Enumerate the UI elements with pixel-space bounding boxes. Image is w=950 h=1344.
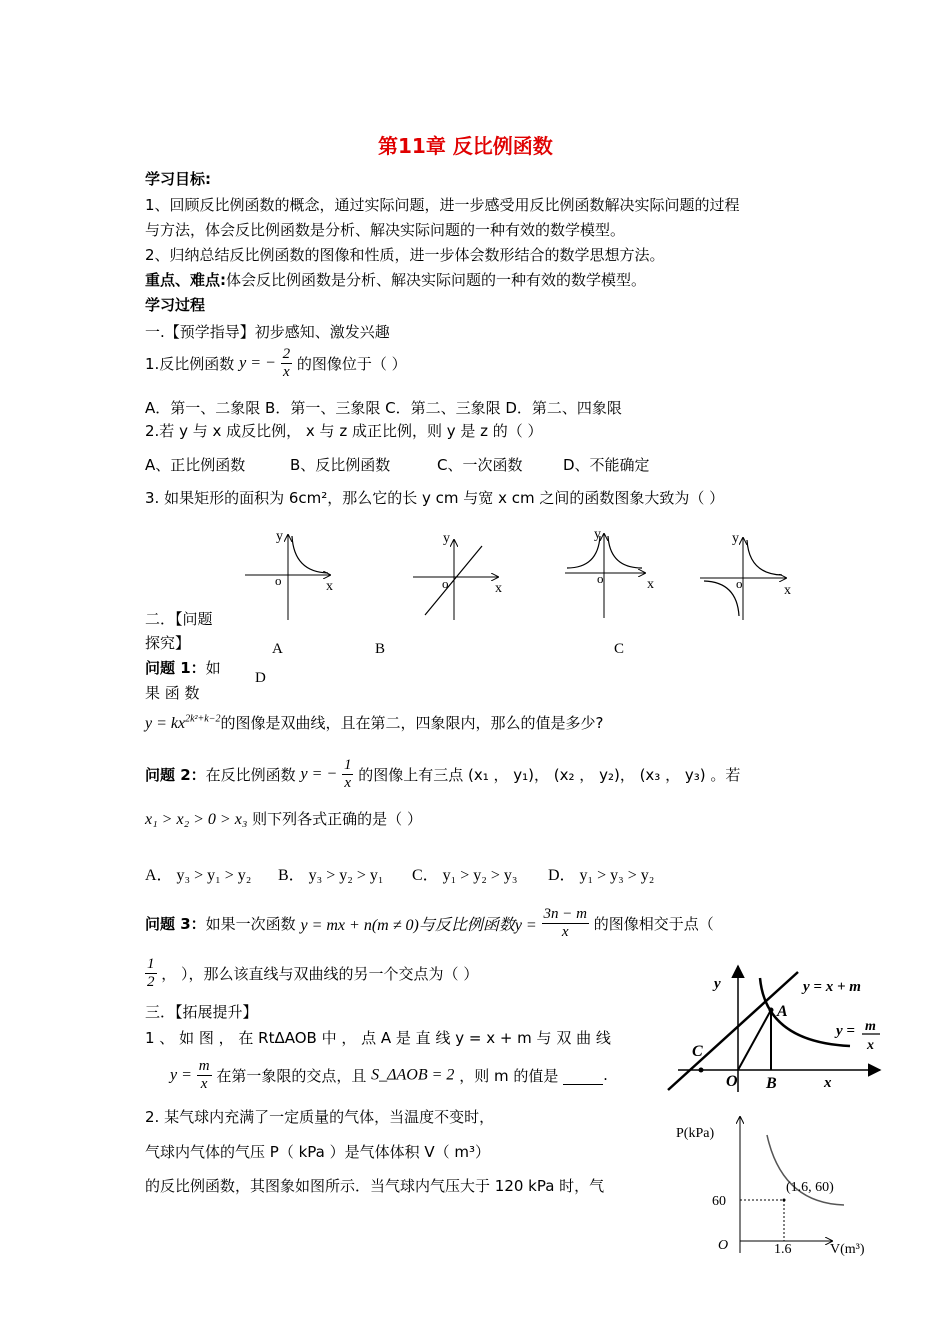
- problem-2-text-a: 在反比例函数: [205, 766, 296, 784]
- goal-2: 2、归纳总结反比例函数的图像和性质，进一步体会数形结合的数学思想方法。: [145, 246, 665, 264]
- p1-formula: $y = kx^{2k^2+k-2}$: [145, 713, 221, 732]
- p2-text-b: 则下列各式正确的是（ ）: [252, 810, 422, 828]
- fig1-a: A: [777, 1003, 788, 1020]
- question-3: 3. 如果矩形的面积为 6cm²，那么它的长 y cm 与宽 x cm 之间的函数图象大致为（ ）: [145, 489, 725, 507]
- fig1-o: O: [726, 1073, 738, 1090]
- figure-line-hyperbola: [658, 960, 888, 1095]
- extension-2-line-2: 气球内气体的气压 P（ kPa ）是气体体积 V（ m³）: [145, 1143, 491, 1161]
- p2-fraction: $\frac{1}{x}$: [343, 757, 352, 791]
- label-c: C: [614, 641, 625, 657]
- q3-graphs: [230, 520, 810, 620]
- q1-options: A．第一、二象限 B．第一、三象限 C．第二、三象限 D．第二、四象限: [145, 399, 622, 417]
- problem-3-text-a: 如果一次函数: [205, 915, 296, 933]
- problem-1-line-1: [145, 657, 221, 678]
- graph-c-y: y: [594, 527, 601, 542]
- key-label: 重点、难点:: [145, 271, 226, 289]
- q2-option-c: C、一次函数: [437, 456, 523, 474]
- graph-d-y: y: [732, 531, 739, 546]
- goal-1-line-2: 与方法，体会反比例函数是分析、解决实际问题的一种有效的数学模型。: [145, 221, 626, 239]
- section-2-line-2: 探究】: [145, 634, 191, 652]
- graph-a-y: y: [276, 529, 283, 544]
- q1-fraction: $\frac{2}{x}$: [282, 346, 291, 380]
- fig2-v-label: V(m³): [830, 1242, 865, 1257]
- p2-cond: x₁ > x₂ > 0 > x₃: [145, 811, 248, 828]
- fig1-x: x: [824, 1075, 832, 1091]
- fig2-60: 60: [712, 1194, 726, 1209]
- graph-a: [245, 529, 333, 620]
- fig1-curve-m: m: [865, 1019, 876, 1034]
- fig2-p-label: P(kPa): [676, 1126, 715, 1141]
- problem-3-line-1: [145, 906, 714, 941]
- fig2-o: O: [718, 1238, 729, 1253]
- problem-2-line-1: [145, 757, 740, 792]
- extension-2-line-3: 的反比例函数，其图象如图所示．当气球内气压大于 120 kPa 时，气: [145, 1177, 605, 1195]
- q2-option-b: B、反比例函数: [290, 456, 391, 474]
- p2-option-a: A． y₃ > y₁ > y₂: [145, 867, 252, 884]
- question-1: [145, 346, 407, 381]
- q2-option-a: A、正比例函数: [145, 456, 246, 474]
- question-2: 2.若 y 与 x 成反比例， x 与 z 成正比例，则 y 是 z 的（ ）: [145, 422, 543, 440]
- e1-text-a: 在第一象限的交点，且: [216, 1067, 367, 1085]
- e1-fraction: $\frac{m}{x}$: [198, 1058, 210, 1092]
- process-heading: 学习过程: [145, 296, 206, 314]
- p3-fraction: $\frac{3n - m}{x}$: [543, 906, 587, 940]
- fig2-16: 1.6: [774, 1242, 792, 1257]
- p3-text-d: ， ），那么该直线与双曲线的另一个交点为（ ）: [161, 965, 479, 983]
- extension-1-line-2: y = $\frac{m}{x}$ 在第一象限的交点，且 S_ΔAOB = 2 ，则 m 的值是 .: [170, 1058, 608, 1092]
- graph-d: [700, 531, 791, 620]
- graph-b-x: x: [495, 581, 502, 596]
- graph-c-o: o: [597, 571, 604, 586]
- problem-1-line-2: 果 函 数: [145, 684, 200, 702]
- extension-2-line-1: 2. 某气球内充满了一定质量的气体，当温度不变时，: [145, 1108, 495, 1126]
- goal-1-line-1: 1、回顾反比例函数的概念，通过实际问题，进一步感受用反比例函数解决实际问题的过程: [145, 196, 740, 214]
- p3-text-b: 的图像: [593, 915, 639, 933]
- fig1-y: y: [714, 976, 721, 992]
- graph-c: [565, 527, 654, 618]
- p2-points: 的图像上有三点 (x₁ ， y₁)， (x₂ ， y₂)， (x₃ ， y₃) 。若: [358, 766, 741, 784]
- e1-blank: [563, 1066, 603, 1085]
- q1-formula-lhs: y = −: [239, 354, 276, 372]
- graph-a-x: x: [326, 579, 333, 594]
- p2-option-b: B． y₃ > y₂ > y₁: [278, 867, 384, 884]
- graph-a-o: o: [275, 573, 282, 588]
- key-points: [145, 269, 646, 290]
- graph-d-x: x: [784, 583, 791, 598]
- graph-d-o: o: [736, 576, 743, 591]
- e1-area: S_ΔAOB = 2: [371, 1066, 455, 1084]
- p2-option-c: C． y₁ > y₂ > y₃: [412, 867, 518, 884]
- label-d: D: [255, 670, 266, 686]
- fig1-curve-label: y =: [836, 1023, 855, 1039]
- graph-b-o: o: [442, 576, 449, 591]
- graph-b-y: y: [443, 531, 450, 546]
- q1-suffix: 的图像位于（ ）: [296, 355, 407, 373]
- e1-formula-lhs: y =: [170, 1066, 192, 1084]
- fig1-oa: [738, 1010, 771, 1070]
- section-1-heading: 一.【预学指导】初步感知、激发兴趣: [145, 323, 390, 341]
- p3-text-c: 相交于点（: [638, 915, 714, 933]
- figure-pressure-volume: [672, 1113, 887, 1261]
- fig1-line-label: y = x + m: [803, 979, 861, 995]
- page-title: 第11章 反比例函数: [378, 134, 553, 158]
- fig1-b: B: [766, 1075, 777, 1092]
- p1-text-c: 的图像是双曲线，且在第二，四象限内，那么的值是多少?: [220, 714, 604, 732]
- e1-text-c: ，则 m 的值是: [459, 1067, 559, 1085]
- extension-1-line-1: 1 、 如 图 ， 在 RtΔAOB 中 ， 点 A 是 直 线 y = x + m 与 双 曲 线: [145, 1029, 611, 1047]
- section-3-heading: 三．【拓展提升】: [145, 1003, 258, 1021]
- q2-option-d: D、不能确定: [563, 456, 650, 474]
- p2-formula-lhs: y = −: [300, 765, 338, 783]
- problem-1-line-3: [145, 712, 603, 733]
- section-2-line-1: 二．【问题: [145, 610, 213, 628]
- fig2-point: (1.6, 60): [786, 1180, 834, 1195]
- p2-option-d: D． y₁ > y₃ > y₂: [548, 867, 655, 884]
- label-b: B: [375, 641, 386, 657]
- problem-1-label: 问题 1：: [145, 659, 206, 677]
- graph-c-x: x: [647, 577, 654, 592]
- problem-2-label: 问题 2：: [145, 766, 206, 784]
- problem-2-line-2: [145, 808, 422, 829]
- q1-prefix: 1.反比例函数: [145, 355, 235, 373]
- p3-half: $\frac{1}{2}$: [147, 956, 155, 990]
- p3-formula: y = mx + n(m ≠ 0)与反比例函数y =: [300, 917, 537, 934]
- key-text: 体会反比例函数是分析、解决实际问题的一种有效的数学模型。: [226, 271, 647, 289]
- problem-3-label: 问题 3：: [145, 915, 206, 933]
- fig1-curve-x: x: [867, 1038, 874, 1053]
- problem-3-line-2: [145, 956, 478, 991]
- goals-heading: 学习目标:: [145, 170, 211, 188]
- fig1-c: C: [692, 1043, 703, 1060]
- label-a: A: [272, 641, 283, 657]
- graph-b: [413, 531, 502, 620]
- problem-1-text-a: 如: [205, 659, 221, 677]
